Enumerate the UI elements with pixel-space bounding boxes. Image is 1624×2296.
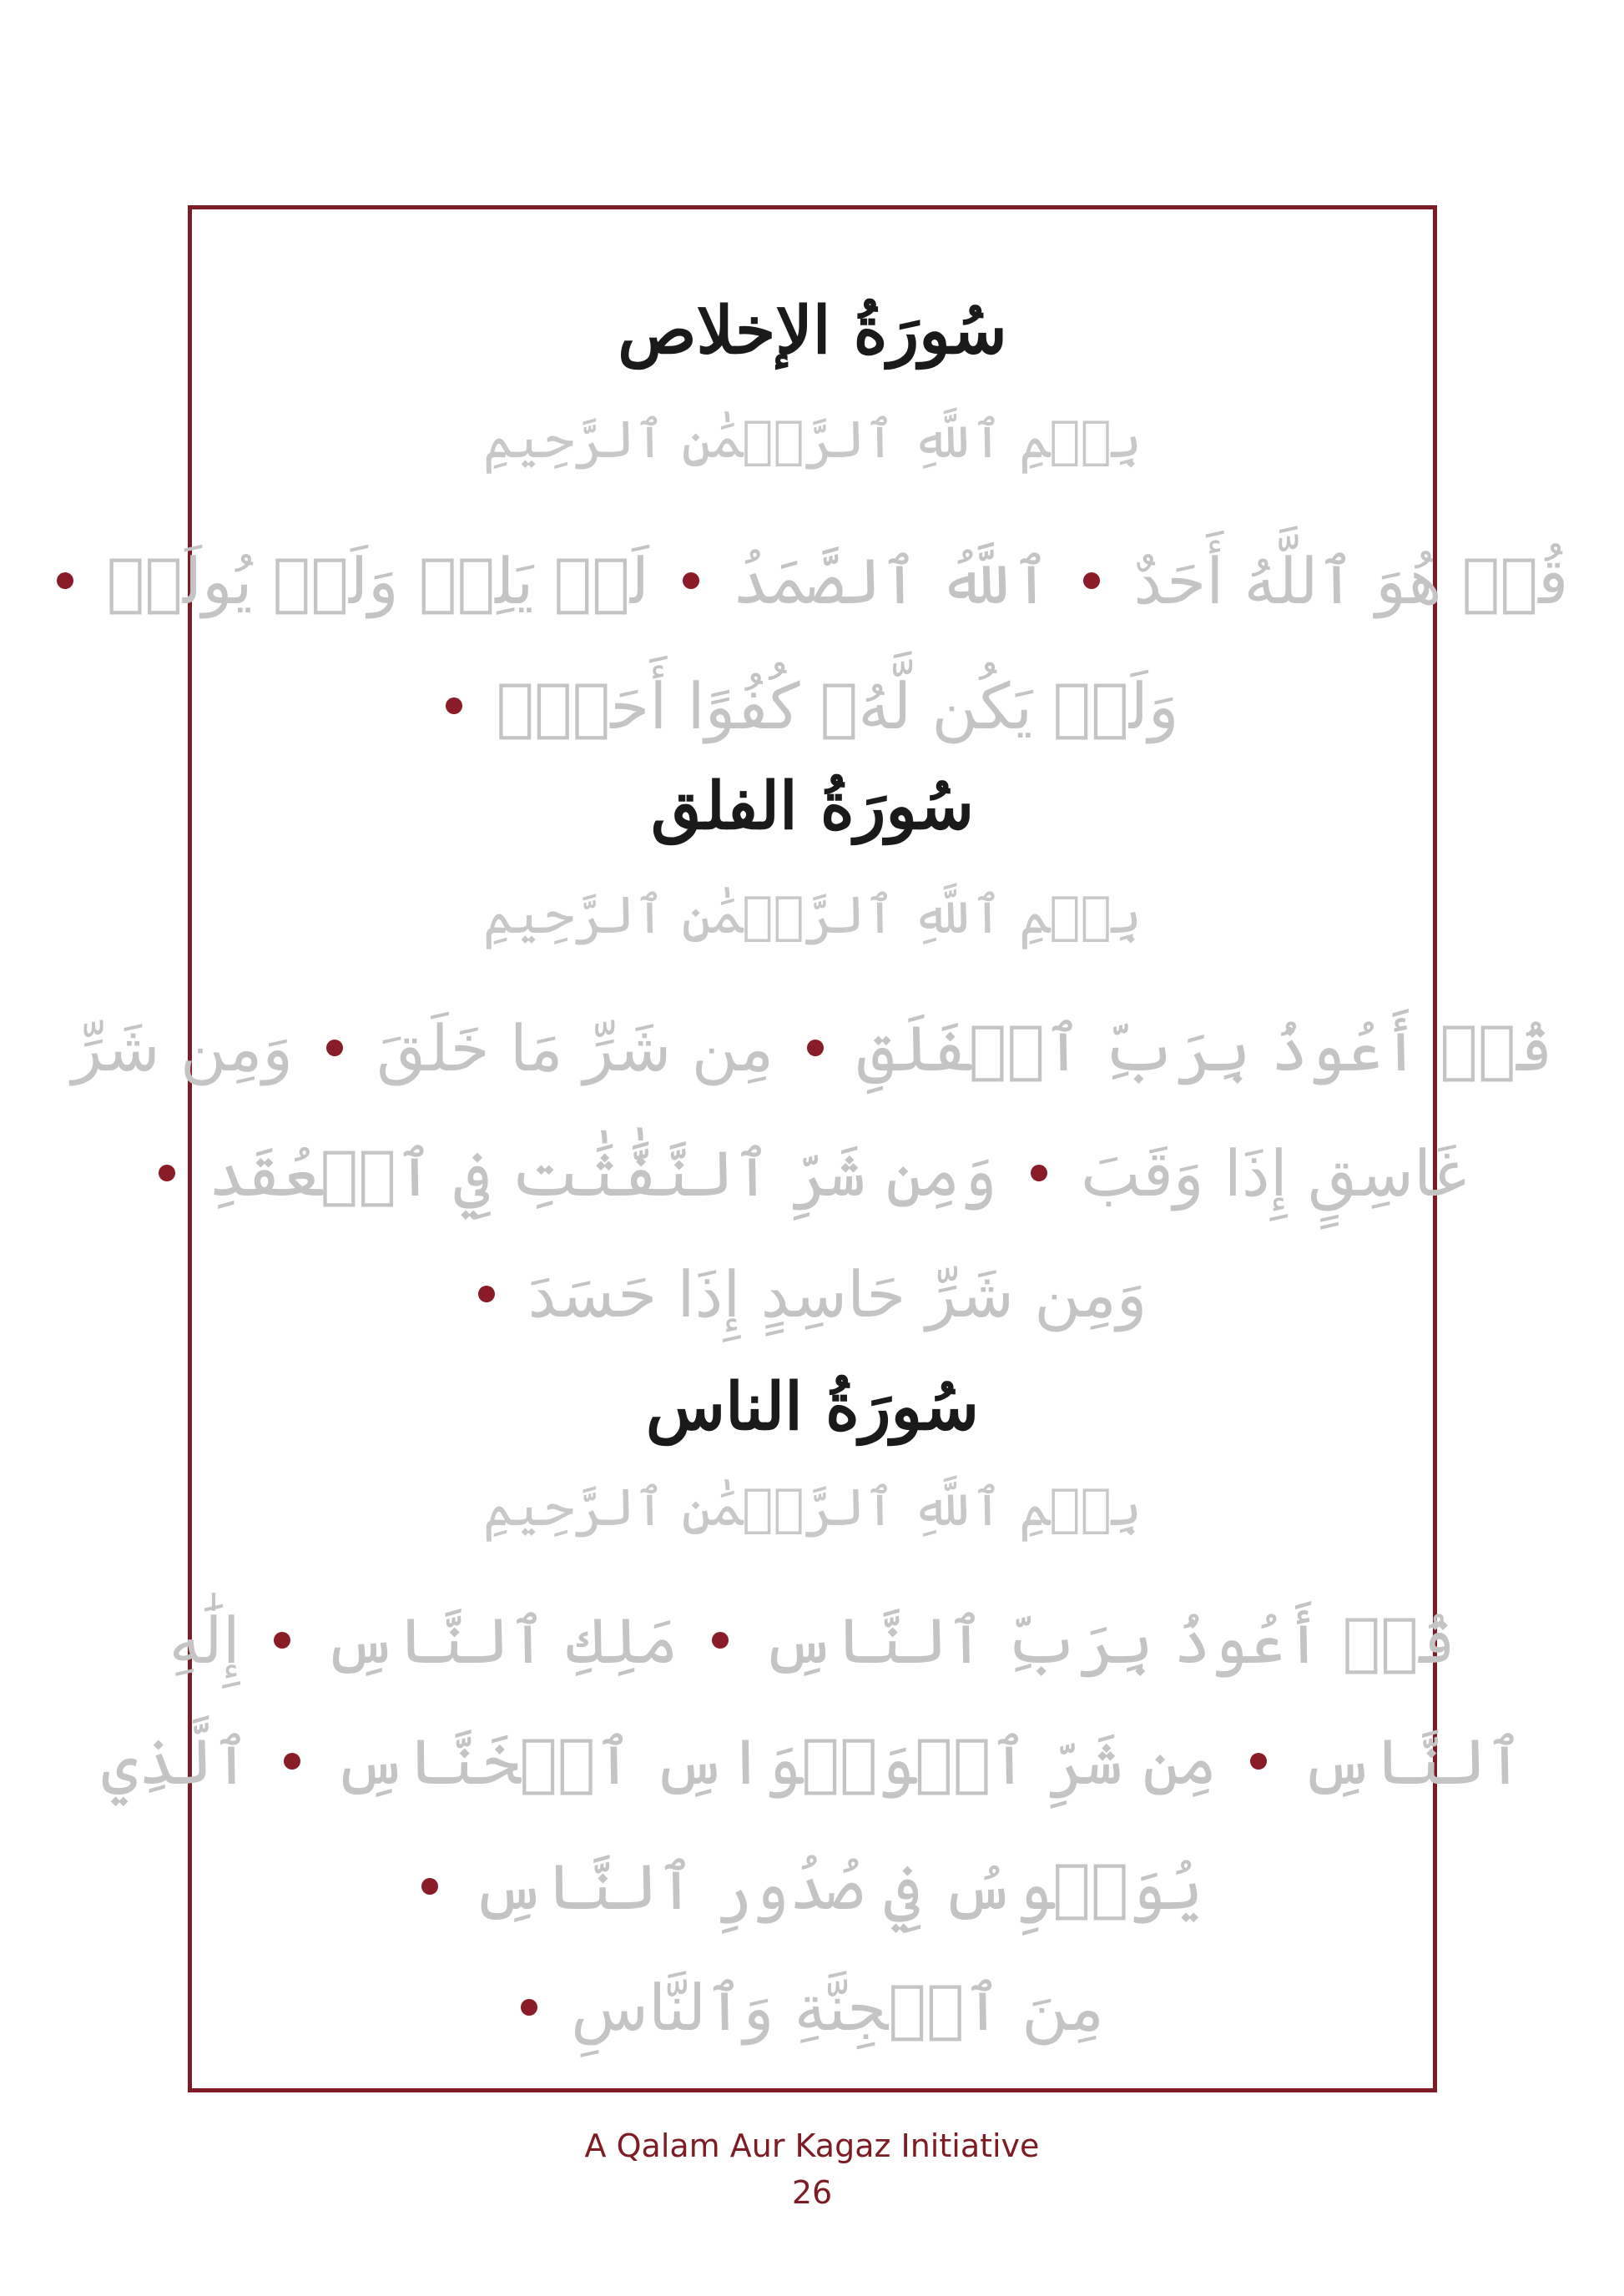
ayah-line [192, 1248, 1433, 1340]
ayah-text: ٱلَّذِي [101, 1724, 250, 1799]
surah-title-nas: سُورَةُ الناس [645, 1368, 980, 1445]
ayah-text: إِلَٰهِ [169, 1603, 240, 1678]
ayah-text: مِنَ ٱلۡجِنَّةِ وَٱلنَّاسِ [571, 1970, 1104, 2045]
ayah-end-marker-icon [1031, 1165, 1047, 1181]
ayah-text: وَمِن شَرِّ ٱلنَّفَّٰثَٰتِ فِي ٱلۡعُقَدِ [209, 1135, 997, 1211]
ayah-end-marker-icon [521, 1999, 537, 2016]
ayah-text: مِن شَرِّ مَا خَلَقَ [376, 1010, 774, 1085]
ayah-end-marker-icon [446, 697, 462, 714]
ayah-end-marker-icon [683, 572, 699, 589]
surah-worksheet [72, 209, 1569, 2088]
surah-title-falaq: سُورَةُ الفلق [650, 768, 975, 844]
ayah-line [72, 1002, 1553, 1094]
page-frame [72, 205, 1569, 2092]
ayah-line [192, 1840, 1433, 1932]
ayah-text: غَاسِقٍ إِذَا وَقَبَ [1080, 1135, 1466, 1211]
ayah-end-marker-icon [284, 1753, 300, 1770]
ayah-line [169, 1594, 1456, 1686]
ayah-line [192, 660, 1433, 752]
ayah-end-marker-icon [1250, 1753, 1267, 1770]
ayah-text: قُلۡ أَعُوذُ بِرَبِّ ٱلۡفَلَقِ [857, 1010, 1553, 1085]
ayah-end-marker-icon [807, 1040, 824, 1056]
ayah-text: ٱلنَّاسِ [1300, 1724, 1524, 1799]
ayah-text: مِن شَرِّ ٱلۡوَسۡوَاسِ ٱلۡخَنَّاسِ [333, 1724, 1218, 1799]
basmala-falaq: بِسۡمِ ٱللَّهِ ٱلرَّحۡمَٰنِ ٱلرَّحِيمِ [482, 884, 1142, 945]
ayah-text: وَمِن شَرِّ حَاسِدٍ إِذَا حَسَدَ [527, 1256, 1147, 1332]
footer-initiative: A Qalam Aur Kagaz Initiative [584, 2127, 1040, 2164]
ayah-end-marker-icon [159, 1165, 175, 1181]
ayah-text: قُلۡ أَعُوذُ بِرَبِّ ٱلنَّاسِ [761, 1603, 1456, 1678]
surah-title-ikhlas: سُورَةُ الإخلاص [618, 292, 1007, 369]
ayah-line [101, 1715, 1524, 1807]
ayah-text: وَمِن شَرِّ [72, 1010, 294, 1085]
ayah-end-marker-icon [478, 1286, 495, 1302]
basmala-nas: بِسۡمِ ٱللَّهِ ٱلرَّحۡمَٰنِ ٱلرَّحِيمِ [482, 1476, 1142, 1538]
ayah-end-marker-icon [712, 1632, 729, 1649]
ayah-text: قُلۡ هُوَ ٱللَّهُ أَحَدٌ [1133, 543, 1569, 618]
ayah-end-marker-icon [1083, 572, 1100, 589]
ayah-text: لَمۡ يَلِدۡ وَلَمۡ يُولَدۡ [106, 543, 649, 618]
ayah-text: يُوَسۡوِسُ فِي صُدُورِ ٱلنَّاسِ [472, 1849, 1203, 1924]
ayah-end-marker-icon [326, 1040, 343, 1056]
ayah-end-marker-icon [421, 1878, 438, 1895]
ayah-end-marker-icon [57, 572, 73, 589]
ayah-line [192, 1127, 1466, 1219]
ayah-line [192, 1961, 1433, 2053]
ayah-text: ٱللَّهُ ٱلصَّمَدُ [732, 543, 1051, 618]
page-number: 26 [791, 2174, 833, 2211]
basmala-ikhlas: بِسۡمِ ٱللَّهِ ٱلرَّحۡمَٰنِ ٱلرَّحِيمِ [482, 408, 1142, 470]
ayah-text: وَلَمۡ يَكُن لَّهُۥ كُفُوًا أَحَدُۢ [496, 668, 1179, 743]
ayah-end-marker-icon [274, 1632, 290, 1649]
ayah-text: مَلِكِ ٱلنَّاسِ [323, 1603, 678, 1678]
ayah-line [106, 535, 1569, 627]
